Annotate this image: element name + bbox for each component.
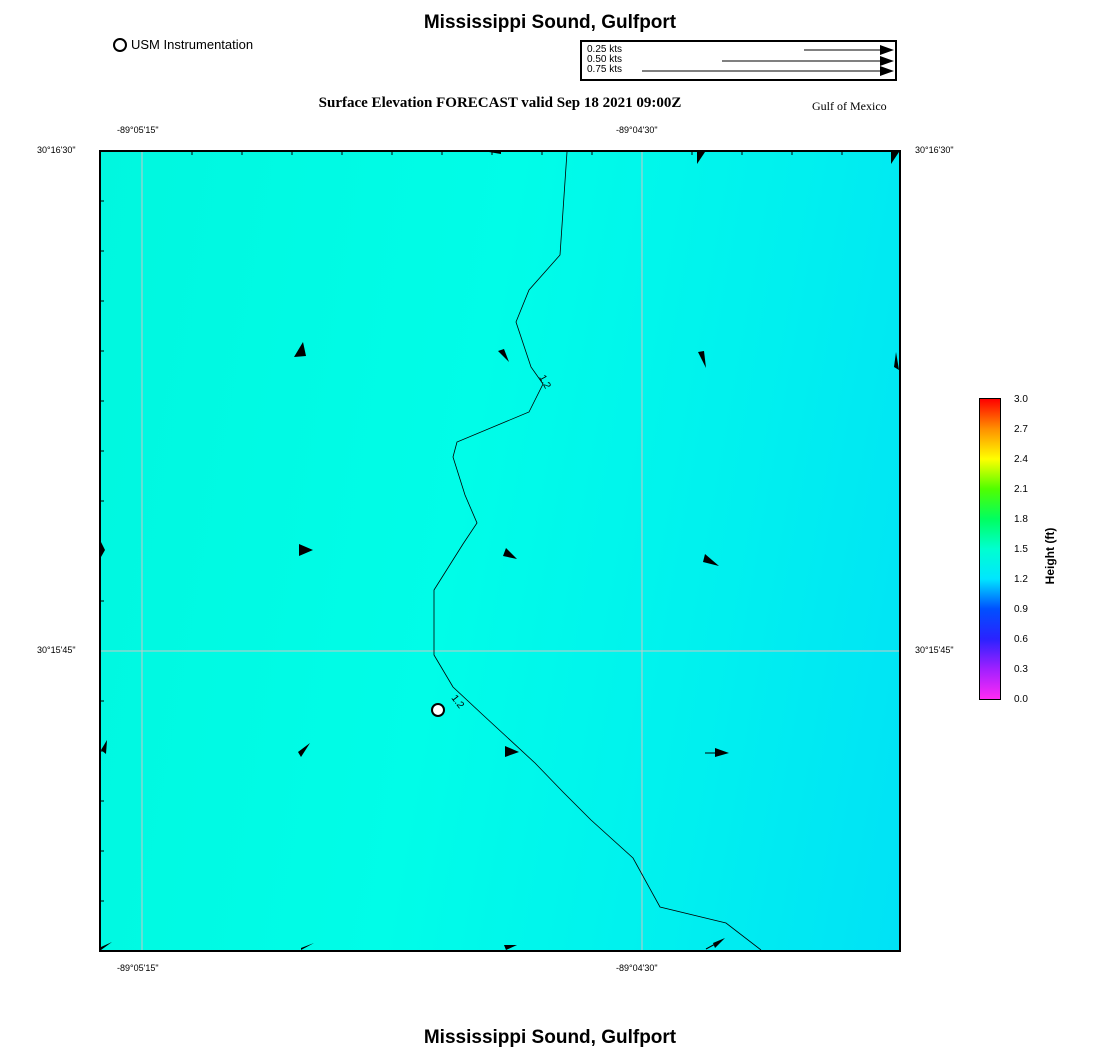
colorbar-tick: 0.0 xyxy=(1014,694,1028,705)
current-arrow-icon xyxy=(504,945,517,950)
current-arrow-icon xyxy=(299,544,313,556)
vector-legend xyxy=(580,40,897,81)
colorbar-tick: 1.5 xyxy=(1014,544,1028,555)
station-legend xyxy=(113,37,253,52)
colorbar-tick: 1.2 xyxy=(1014,574,1028,585)
colorbar-tick: 0.9 xyxy=(1014,604,1028,615)
colorbar-tick: 0.3 xyxy=(1014,664,1028,675)
current-arrow-icon xyxy=(101,542,105,557)
usm-station-marker xyxy=(432,704,444,716)
contour-label-upper: 1.2 xyxy=(536,373,553,391)
current-arrow-icon xyxy=(697,152,705,164)
legend-arrow-icon xyxy=(804,45,894,55)
vector-legend-arrows xyxy=(582,42,895,79)
colorbar-tick: 0.6 xyxy=(1014,634,1028,645)
current-arrow-icon xyxy=(498,349,509,362)
current-arrow-icon xyxy=(703,554,719,566)
lat-tick-left-2: 30°15'45" xyxy=(37,645,76,655)
station-legend-label: USM Instrumentation xyxy=(131,37,254,52)
lon-tick-bottom-1: -89°05'15" xyxy=(117,963,159,973)
height-colorbar xyxy=(979,398,1001,700)
current-arrow-icon xyxy=(101,942,112,950)
frame-ticks xyxy=(101,152,842,901)
current-arrow-icon xyxy=(301,943,314,950)
station-marker-icon xyxy=(113,38,127,52)
vector-legend-label-3: 0.75 kts xyxy=(587,64,623,75)
current-arrow-icon xyxy=(503,548,517,559)
colorbar-tick: 3.0 xyxy=(1014,394,1028,405)
forecast-subtitle: Surface Elevation FORECAST valid Sep 18 2021 09:00Z xyxy=(318,95,682,111)
colorbar-title: Height (ft) xyxy=(1043,527,1057,585)
footer-title: Mississippi Sound, Gulfport xyxy=(423,1027,677,1048)
vector-legend-label-2: 0.50 kts xyxy=(587,54,623,65)
current-arrow-icon xyxy=(505,746,519,757)
colorbar-tick: 2.4 xyxy=(1014,454,1028,465)
colorbar-tick: 2.1 xyxy=(1014,484,1028,495)
current-vectors xyxy=(101,152,899,950)
current-arrow-icon xyxy=(891,152,899,164)
current-arrow-icon xyxy=(713,938,725,948)
legend-arrow-icon xyxy=(642,66,894,76)
contour-line-1-2 xyxy=(434,152,761,950)
region-label: Gulf of Mexico xyxy=(812,99,887,113)
map-title: Mississippi Sound, Gulfport xyxy=(423,12,677,33)
current-arrow-icon xyxy=(298,743,310,757)
map-area[interactable] xyxy=(99,150,901,952)
current-arrow-icon xyxy=(489,152,501,154)
current-arrow-icon xyxy=(698,351,706,368)
lon-tick-bottom-2: -89°04'30" xyxy=(616,963,658,973)
lon-tick-top-1: -89°05'15" xyxy=(117,125,159,135)
current-arrow-icon xyxy=(894,352,899,370)
colorbar-tick: 2.7 xyxy=(1014,424,1028,435)
lat-tick-right-1: 30°16'30" xyxy=(915,145,954,155)
current-arrow-icon xyxy=(101,740,107,754)
lat-tick-right-2: 30°15'45" xyxy=(915,645,954,655)
current-arrow-icon xyxy=(294,342,306,357)
contour-label-lower: 1.2 xyxy=(448,693,466,711)
lat-tick-left-1: 30°16'30" xyxy=(37,145,76,155)
colorbar-tick: 1.8 xyxy=(1014,514,1028,525)
lon-tick-top-2: -89°04'30" xyxy=(616,125,658,135)
map-overlay xyxy=(101,152,899,950)
legend-arrow-icon xyxy=(722,56,894,66)
vector-legend-label-1: 0.25 kts xyxy=(587,44,623,55)
